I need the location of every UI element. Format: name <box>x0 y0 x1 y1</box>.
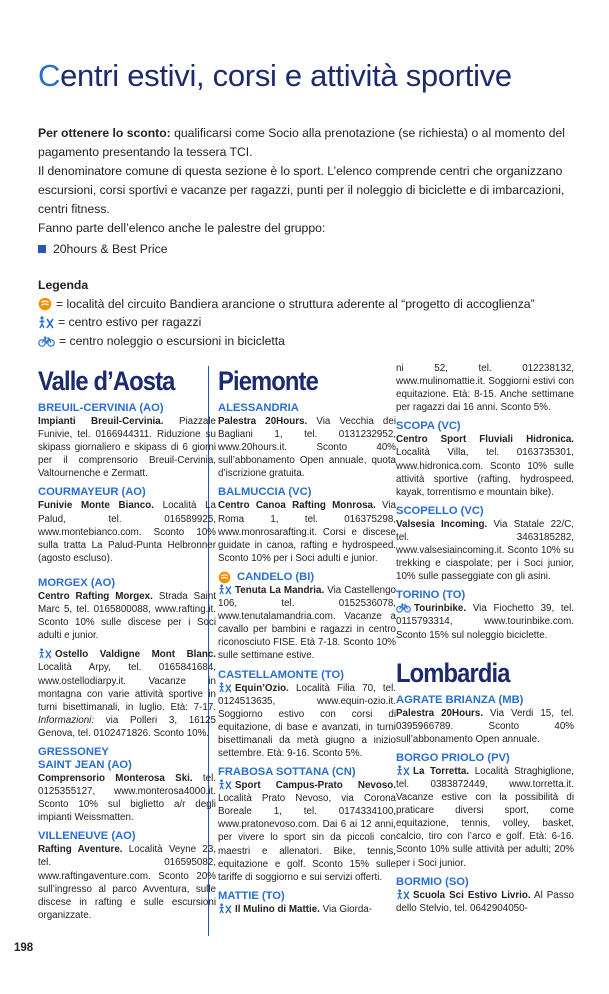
listing-name: Equin’Ozio. <box>235 682 289 694</box>
bicycle-icon <box>396 602 411 613</box>
region-heading: Piemonte <box>218 366 318 396</box>
summer-camp-icon <box>218 903 232 914</box>
listing-text: Località Prato Nevoso, via Corona Boreale 1, tel. 0174334100, www.pratonevoso.com. Dai 6 ai 12 anni, per vivere lo sport sin da piccoli con maestri e allenatori. Bike, tennis, equitazione e golf. Sconto 15% sulle tariffe di soggiorno e sui servizi offerti. <box>218 793 396 883</box>
listing-text: Località Villa, tel. 0163735301, www.hidronica.com. Sconto 10% sulle attività sportive (rafting, hydrospeed, kayak, torrentismo e mountain bike). <box>396 447 574 498</box>
listing-text: tel. 0125355127, www.monterosa4000.it. Sconto 10% sul biglietto a/r degli impianti Weissmatten. <box>38 772 216 824</box>
summer-camp-icon <box>218 779 232 790</box>
summer-camp-icon <box>218 682 232 693</box>
listing-name: Il Mulino di Mattie. <box>235 903 320 915</box>
listing-entry <box>218 682 396 761</box>
listing-name: Valsesia Incoming. <box>396 518 488 530</box>
listing-text: Piazzale Funivie, tel. 0166944311. Riduzione su skipass giornaliero e skipass di 6 giorni per il comprensorio Breuil-Cervinia, Valtournenche e Zermatt. <box>38 416 216 480</box>
summer-camp-icon <box>218 584 232 595</box>
intro <box>38 124 573 238</box>
listing-name: La Torretta. <box>413 765 470 777</box>
intro-lead-text: qualificarsi come Socio alla prenotazione (se richiesta) o al momento del pagamento presentando la tessera TCI. <box>38 126 565 159</box>
city-heading: AGRATE BRIANZA (MB) <box>396 693 524 706</box>
city-heading: FRABOSA SOTTANA (CN) <box>218 766 356 779</box>
legend-row-bike <box>38 332 578 351</box>
listing-text: Strada Saint Marc 5, tel. 0165800088, www.rafting.it. Sconto 10% sulle discese per i Soci adulti e junior. <box>38 590 217 642</box>
city-heading: ALESSANDRIA <box>218 402 299 414</box>
listing-name: Palestra 20Hours. <box>396 707 484 719</box>
listing-name: Tourinbike. <box>414 603 467 615</box>
city-heading: SCOPA (VC) <box>396 420 461 433</box>
column-piemonte <box>218 362 396 916</box>
listing-entry <box>218 779 396 884</box>
summer-camp-icon <box>396 889 410 900</box>
city-heading: GRESSONEY <box>38 745 109 758</box>
listing-name: Funivie Monte Bianco. <box>38 500 154 512</box>
intro-p2: Il denominatore comune di questa sezione è lo sport. L’elenco comprende centri che organizzano escursioni, corsi sportivi e vacanze per ragazzi, punti per il noleggio di biciclette e di imbarcazioni, centri fitness. <box>38 164 565 216</box>
listing-name: Palestra 20Hours. <box>218 416 308 427</box>
listing-text: Località Straghiglione, tel. 0383872449, www.torretta.it. Vacanze estive con la possibilità di praticare diversi sport, come equitazione, tennis, volley, basket, calcio, tiro con l’arco e golf. Età: 6-16. Sconto 10% sulle attività per adulti; 20% per i Soci junior. <box>396 765 575 869</box>
legend-row-camp <box>38 313 578 332</box>
bandiera-arancione-icon <box>218 571 231 584</box>
city-heading: BREUIL-CERVINIA (AO) <box>38 402 164 414</box>
summer-camp-icon <box>38 316 54 329</box>
city-heading: TORINO (TO) <box>396 589 466 602</box>
bicycle-icon <box>38 335 55 347</box>
city-heading: SAINT JEAN (AO) <box>38 758 132 771</box>
listing-name: Centro Sport Fluviali Hidronica. <box>396 434 574 446</box>
listing-entry <box>38 772 216 824</box>
intro-p3: Fanno parte dell’elenco anche le palestre del gruppo: <box>38 221 326 235</box>
listing-entry <box>396 765 574 870</box>
legend-heading: Legenda <box>38 278 89 292</box>
bandiera-arancione-icon <box>38 297 52 311</box>
listing-info-label: Informazioni: <box>38 714 95 726</box>
region-heading: Lombardia <box>396 657 510 688</box>
listing-entry <box>396 602 574 641</box>
city-heading: BORMIO (SO) <box>396 875 469 888</box>
listing-name: Centro Canoa Rafting Monrosa. <box>218 500 376 512</box>
listing-entry <box>38 499 216 564</box>
listing-text: Località Arpy, tel. 0165841684, www.ostellodiarpy.it. Vacanze in montagna con varie attività sportive in turni bisettimanali, in luglio. Età: 7-17. <box>38 662 216 713</box>
listing-entry <box>38 415 216 480</box>
city-heading: MORGEX (AO) <box>38 576 116 589</box>
listing-name: Tenuta La Mandria. <box>235 584 325 596</box>
city-heading: CANDELO (BI) <box>237 570 315 583</box>
listing-text: Via Castellengo 106, tel. 0152536078, www.tenutalamandria.com. Vacanze a cavallo per bambini e ragazzi in centro riconosciuto FISE. Età 7-18. Sconto 10% sulle settimane estive. <box>218 584 396 662</box>
legend <box>38 276 578 350</box>
bullet-text: 20hours & Best Price <box>53 242 168 256</box>
listing-entry <box>218 499 396 564</box>
listing-name: Comprensorio Monterosa Ski. <box>38 772 193 784</box>
city-heading: MATTIE (TO) <box>218 889 285 902</box>
group-bullet <box>38 242 167 256</box>
listing-name: Sport Campus-Prato Nevoso. <box>235 780 396 792</box>
legend-orange-text: = località del circuito Bandiera arancione o struttura aderente al “progetto di accoglienza” <box>56 296 535 311</box>
listing-entry <box>396 433 574 498</box>
listing-text: via Polleri 3, 16125 Genova, tel. 0102471826. Sconto 10%. <box>38 714 216 739</box>
city-heading-row <box>218 571 396 584</box>
title-rest: entri estivi, corsi e attività sportive <box>60 58 512 93</box>
legend-row-orange <box>38 295 578 314</box>
intro-lead-bold: Per ottenere lo sconto: <box>38 126 171 140</box>
intro-p1 <box>38 124 573 162</box>
city-heading: BORGO PRIOLO (PV) <box>396 751 510 764</box>
listing-entry <box>396 889 574 915</box>
page-number: 198 <box>14 942 34 954</box>
listing-text: Via Vecchia dei Bagliani 1, tel. 0131232952, www.20hours.it. Sconto 40% sull’abbonamento Open annuale, quota d’iscrizione gratuita. <box>218 416 396 480</box>
listing-entry <box>38 843 216 922</box>
listing-entry <box>396 707 574 746</box>
listing-text: Località Filia 70, tel. 0124513635, www.equin-ozio.it. Soggiorno estivo con corsi di equitazione, di base e avanzati, in turni bisettimanali da metà giugno a inizio settembre. Età: 9-16. Sconto 5%. <box>218 682 396 759</box>
listing-name: Centro Rafting Morgex. <box>38 590 153 602</box>
listing-entry <box>396 518 574 583</box>
listing-entry <box>218 415 396 480</box>
summer-camp-icon <box>38 648 52 659</box>
listing-entry <box>218 584 396 663</box>
listing-entry <box>218 903 396 916</box>
listing-text: Località La Palud, tel. 016589925, www.montebianco.com. Sconto 10% sulla tratta La Palud-Punta Helbronner (agosto escluso). <box>38 500 217 564</box>
listing-continuation: ni 52, tel. 012238132, www.mulinomattie.it. Soggiorni estivi con equitazione. Età: 8-15. Anche settimane per ragazzi dai 16 anni. Sconto 5%. <box>396 363 574 414</box>
listing-entry <box>38 648 216 740</box>
listing-text: Via Fiochetto 39, tel. 0115793314, www.tourinbike.com. Sconto 15% sul noleggio biciclette. <box>396 603 574 641</box>
listing-text: Via Verdi 15, tel. 0395966789. Sconto 40% sull’abbonamento Open annuale. <box>396 707 574 745</box>
legend-bike-text: = centro noleggio o escursioni in bicicletta <box>59 333 285 348</box>
column-valle-daosta <box>38 362 216 922</box>
listing-text: Al Passo dello Stelvio, tel. 0642904050- <box>396 889 574 914</box>
summer-camp-icon <box>396 765 410 776</box>
listing-text: Via Statale 22/C, tel. 3463185282, www.valsesiaincoming.it. Sconto 10% su trekking e ciaspolate; per i Soci junior, 10% sulle passeggiate con gli asini. <box>396 518 574 583</box>
listing-text: Località Veyne 23, tel. 016595082, www.raftingaventure.com. Sconto 20% sull’ingresso al parco Avventura, sulle discese in rafting e sulle escursioni organizzate. <box>38 844 217 921</box>
listing-entry <box>38 590 216 642</box>
city-heading: VILLENEUVE (AO) <box>38 830 136 843</box>
column-piemonte-lombardia <box>396 362 574 915</box>
square-bullet-icon <box>38 245 46 253</box>
listing-name: Impianti Breuil-Cervinia. <box>38 416 164 427</box>
region-heading: Valle d’Aosta <box>38 366 175 396</box>
listing-name: Ostello Valdigne Mont Blanc. <box>55 649 216 661</box>
listing-text: Via Giorda- <box>319 903 372 915</box>
city-heading: BALMUCCIA (VC) <box>218 486 312 499</box>
city-heading: COURMAYEUR (AO) <box>38 486 146 499</box>
legend-camp-text: = centro estivo per ragazzi <box>58 315 202 329</box>
listing-name: Scuola Sci Estivo Livrio. <box>413 889 531 901</box>
title-initial: C <box>38 58 61 93</box>
listing-name: Rafting Aventure. <box>38 844 123 856</box>
page-title <box>38 58 578 94</box>
city-heading: SCOPELLO (VC) <box>396 504 484 517</box>
city-heading: CASTELLAMONTE (TO) <box>218 668 344 681</box>
listing-text: Via Roma 1, tel. 016375298, www.monrosarafting.it. Corsi e discese guidate in canoa, rafting e hydrospeed. Sconto 10% per i Soci adulti e junior. <box>218 500 396 564</box>
